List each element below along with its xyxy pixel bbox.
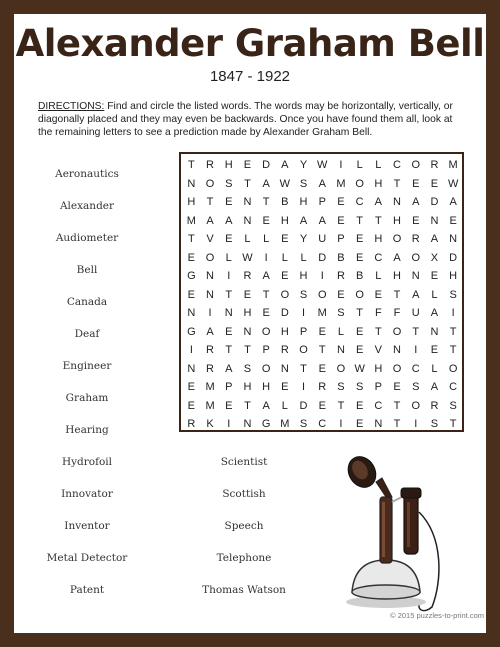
grid-letter: B: [355, 270, 364, 282]
grid-letter: I: [302, 381, 306, 393]
grid-letter: N: [280, 362, 289, 375]
grid-letter: G: [187, 270, 196, 282]
grid-letter: L: [300, 251, 307, 264]
grid-letter: E: [281, 381, 289, 393]
grid-letter: N: [224, 307, 233, 319]
grid-letter: H: [243, 381, 252, 393]
grid-letter: B: [337, 251, 345, 264]
grid-letter: O: [411, 399, 421, 412]
grid-letter: E: [281, 233, 289, 245]
grid-letter: T: [356, 214, 363, 227]
grid-letter: E: [318, 399, 326, 412]
grid-letter: T: [244, 399, 251, 412]
grid-letter: S: [449, 399, 457, 412]
grid-row: [181, 398, 462, 416]
grid-letter: S: [299, 288, 308, 301]
grid-letter: E: [225, 196, 233, 208]
grid-letter: I: [339, 418, 343, 430]
grid-letter: A: [299, 214, 308, 227]
grid-letter: E: [355, 418, 364, 430]
grid-letter: E: [337, 288, 345, 301]
grid-letter: A: [412, 288, 420, 301]
word-item: Speech: [224, 520, 264, 532]
grid-letter: I: [302, 307, 306, 319]
grid-letter: I: [339, 159, 343, 171]
grid-letter: R: [206, 159, 214, 171]
grid-letter: O: [392, 233, 402, 245]
grid-letter: T: [187, 159, 195, 171]
grid-letter: T: [244, 177, 251, 190]
grid-row: [181, 157, 462, 175]
grid-letter: T: [449, 344, 457, 356]
grid-letter: T: [187, 233, 195, 245]
word-item: Innovator: [61, 488, 113, 500]
grid-letter: L: [356, 159, 363, 171]
worksheet-page: [14, 14, 486, 633]
grid-letter: P: [318, 196, 326, 208]
grid-row: [181, 231, 462, 249]
grid-letter: W: [279, 177, 291, 190]
grid-letter: N: [411, 270, 420, 282]
grid-letter: T: [449, 418, 457, 430]
grid-letter: N: [243, 325, 252, 338]
copyright-notice: © 2015 puzzles-to-print.com: [390, 611, 484, 620]
word-item: Thomas Watson: [202, 584, 286, 596]
grid-letter: D: [280, 307, 289, 319]
grid-letter: I: [320, 270, 324, 282]
years-subtitle: 1847 - 1922: [209, 68, 291, 85]
grid-letter: L: [431, 288, 438, 301]
grid-letter: E: [225, 233, 233, 245]
grid-letter: E: [243, 159, 252, 171]
grid-letter: O: [411, 159, 421, 171]
grid-letter: A: [206, 325, 214, 338]
grid-letter: P: [299, 325, 308, 338]
word-item: Telephone: [216, 552, 272, 564]
grid-letter: C: [374, 399, 383, 412]
grid-letter: L: [281, 251, 288, 264]
grid-letter: N: [243, 418, 252, 430]
grid-letter: D: [299, 399, 308, 412]
directions-label: DIRECTIONS:: [38, 101, 105, 112]
grid-letter: I: [414, 418, 418, 430]
word-item: Inventor: [64, 520, 110, 532]
grid-letter: T: [262, 196, 270, 208]
grid-letter: W: [447, 177, 459, 190]
grid-letter: S: [449, 288, 457, 301]
grid-letter: R: [430, 159, 439, 171]
grid-letter: R: [206, 344, 214, 356]
grid-letter: A: [262, 270, 270, 282]
grid-letter: L: [281, 399, 288, 412]
grid-letter: H: [280, 325, 289, 338]
grid-letter: W: [242, 251, 253, 264]
grid-letter: O: [448, 362, 458, 375]
grid-letter: M: [205, 381, 215, 393]
grid-letter: E: [412, 177, 420, 190]
grid-letter: H: [299, 196, 308, 208]
grid-letter: H: [243, 307, 252, 319]
grid-letter: A: [318, 177, 326, 190]
word-item: Canada: [66, 296, 108, 308]
grid-letter: H: [374, 362, 383, 375]
grid-letter: D: [318, 251, 327, 264]
grid-letter: A: [374, 196, 383, 208]
grid-letter: T: [393, 399, 401, 412]
grid-letter: E: [187, 399, 196, 412]
grid-letter: I: [227, 418, 231, 430]
grid-letter: N: [374, 418, 383, 430]
grid-letter: E: [243, 288, 252, 301]
grid-letter: N: [430, 325, 439, 338]
grid-letter: I: [451, 307, 455, 319]
grid-letter: E: [318, 325, 326, 338]
word-item: Alexander: [59, 200, 115, 212]
grid-letter: O: [355, 288, 364, 301]
grid-letter: H: [280, 214, 289, 227]
grid-letter: O: [392, 325, 402, 338]
grid-letter: Y: [299, 233, 308, 245]
grid-letter: T: [393, 177, 401, 190]
grid-letter: X: [430, 251, 439, 264]
grid-letter: I: [414, 344, 418, 356]
grid-letter: Y: [299, 159, 308, 171]
grid-letter: L: [375, 270, 382, 282]
grid-letter: G: [187, 325, 196, 338]
grid-letter: E: [412, 214, 420, 227]
grid-letter: P: [374, 381, 383, 393]
directions-text: [38, 100, 466, 139]
grid-letter: R: [243, 270, 252, 282]
grid-letter: T: [374, 325, 382, 338]
grid-letter: N: [449, 233, 458, 245]
grid-letter: C: [393, 159, 401, 171]
word-item: Deaf: [74, 328, 100, 340]
grid-letter: T: [225, 344, 233, 356]
word-item: Aeronautics: [55, 168, 119, 180]
grid-letter: C: [411, 362, 420, 375]
grid-row: [181, 268, 462, 286]
grid-letter: G: [261, 418, 271, 430]
grid-letter: T: [318, 344, 326, 356]
grid-letter: S: [355, 381, 364, 393]
grid-letter: D: [449, 251, 458, 264]
grid-letter: L: [225, 251, 232, 264]
grid-letter: N: [336, 344, 345, 356]
grid-letter: S: [412, 381, 420, 393]
grid-letter: O: [280, 288, 290, 301]
grid-letter: E: [430, 344, 439, 356]
grid-letter: E: [430, 177, 439, 190]
grid-letter: O: [411, 251, 421, 264]
grid-letter: C: [374, 251, 383, 264]
grid-letter: H: [393, 270, 401, 282]
grid-letter: H: [449, 270, 458, 282]
grid-letter: E: [318, 362, 326, 375]
grid-letter: O: [205, 177, 215, 190]
grid-letter: C: [318, 418, 327, 430]
grid-letter: D: [262, 159, 271, 171]
grid-letter: N: [206, 288, 214, 301]
grid-letter: N: [430, 214, 439, 227]
grid-letter: S: [299, 177, 308, 190]
word-item: Scientist: [220, 456, 268, 468]
grid-letter: F: [393, 307, 401, 319]
grid-letter: S: [225, 177, 233, 190]
grid-letter: D: [430, 196, 439, 208]
grid-letter: O: [336, 362, 346, 375]
grid-letter: P: [262, 344, 270, 356]
grid-letter: N: [187, 177, 196, 190]
grid-row: [181, 379, 462, 397]
grid-letter: N: [187, 362, 196, 375]
grid-letter: E: [449, 214, 457, 227]
grid-letter: T: [356, 307, 363, 319]
grid-row: [181, 176, 462, 194]
grid-letter: A: [393, 251, 401, 264]
grid-letter: T: [206, 196, 214, 208]
grid-letter: S: [299, 418, 308, 430]
grid-letter: P: [225, 381, 233, 393]
grid-letter: I: [208, 307, 212, 319]
grid-letter: E: [187, 288, 196, 301]
grid-letter: T: [337, 399, 345, 412]
grid-letter: L: [263, 233, 270, 245]
grid-letter: A: [262, 177, 270, 190]
grid-letter: A: [225, 362, 233, 375]
grid-letter: E: [187, 381, 196, 393]
grid-letter: S: [430, 418, 439, 430]
word-item: Scottish: [222, 488, 266, 500]
grid-letter: E: [187, 251, 196, 264]
grid-letter: H: [374, 233, 383, 245]
grid-letter: A: [262, 399, 270, 412]
grid-letter: M: [280, 418, 290, 430]
grid-row: [181, 342, 462, 360]
grid-letter: L: [431, 362, 438, 375]
grid-letter: B: [281, 196, 289, 208]
grid-letter: N: [393, 196, 401, 208]
grid-letter: O: [261, 362, 271, 375]
grid-letter: E: [355, 251, 364, 264]
word-item: Audiometer: [55, 232, 119, 244]
grid-letter: A: [225, 214, 233, 227]
grid-letter: H: [299, 270, 308, 282]
grid-letter: N: [243, 214, 252, 227]
grid-letter: W: [354, 362, 365, 375]
grid-letter: A: [281, 159, 289, 171]
grid-letter: I: [189, 344, 193, 356]
grid-letter: T: [449, 325, 457, 338]
grid-letter: E: [355, 233, 364, 245]
grid-letter: A: [206, 214, 214, 227]
grid-row: [181, 305, 462, 323]
word-item: Hydrofoil: [61, 456, 113, 468]
grid-letter: T: [225, 288, 233, 301]
grid-letter: N: [206, 270, 214, 282]
grid-letter: R: [187, 418, 196, 430]
grid-letter: T: [244, 344, 251, 356]
grid-letter: A: [412, 196, 420, 208]
grid-letter: O: [205, 251, 215, 264]
grid-letter: O: [299, 344, 308, 356]
grid-letter: E: [393, 381, 401, 393]
grid-letter: T: [393, 418, 401, 430]
grid-letter: E: [225, 325, 233, 338]
grid-row: [181, 324, 462, 342]
grid-letter: H: [262, 381, 271, 393]
page-title: Alexander Graham Bell: [15, 22, 485, 65]
grid-letter: M: [336, 177, 346, 190]
grid-letter: R: [336, 270, 345, 282]
grid-letter: V: [206, 233, 214, 245]
grid-letter: C: [449, 381, 458, 393]
grid-letter: O: [261, 325, 271, 338]
grid-letter: T: [262, 288, 270, 301]
grid-letter: I: [227, 270, 231, 282]
grid-letter: N: [243, 196, 252, 208]
grid-letter: H: [224, 159, 233, 171]
grid-row: [181, 361, 462, 379]
grid-letter: R: [280, 344, 289, 356]
grid-letter: M: [205, 399, 215, 412]
grid-letter: L: [337, 325, 344, 338]
grid-letter: S: [337, 381, 345, 393]
word-item: Bell: [76, 264, 98, 276]
grid-letter: M: [317, 307, 327, 319]
grid-letter: E: [262, 214, 270, 227]
grid-letter: E: [430, 270, 439, 282]
grid-letter: E: [355, 399, 364, 412]
grid-letter: U: [318, 233, 327, 245]
grid-letter: R: [411, 233, 420, 245]
grid-letter: R: [430, 399, 439, 412]
grid-letter: T: [393, 288, 401, 301]
grid-letter: A: [318, 214, 326, 227]
grid-letter: E: [225, 399, 233, 412]
word-item: Hearing: [65, 424, 109, 436]
grid-letter: L: [244, 233, 251, 245]
grid-letter: U: [411, 307, 420, 319]
grid-letter: R: [318, 381, 327, 393]
grid-letter: M: [186, 214, 196, 227]
grid-letter: L: [375, 159, 382, 171]
grid-letter: A: [430, 233, 439, 245]
grid-letter: E: [337, 214, 345, 227]
grid-letter: O: [317, 288, 327, 301]
grid-letter: A: [430, 307, 439, 319]
word-search-grid: [179, 152, 464, 432]
grid-letter: A: [430, 381, 439, 393]
grid-letter: O: [355, 177, 364, 190]
grid-letter: K: [206, 418, 214, 430]
grid-letter: I: [264, 251, 268, 264]
grid-row: [181, 287, 462, 305]
grid-row: [181, 213, 462, 231]
grid-letter: H: [393, 214, 401, 227]
grid-letter: E: [374, 288, 383, 301]
grid-letter: W: [317, 159, 328, 171]
grid-row: [181, 416, 462, 434]
word-item: Metal Detector: [46, 552, 128, 564]
grid-row: [181, 194, 462, 212]
grid-row: [181, 250, 462, 268]
grid-letter: R: [206, 362, 214, 375]
grid-letter: E: [262, 307, 270, 319]
grid-letter: F: [374, 307, 382, 319]
grid-letter: E: [355, 344, 364, 356]
grid-letter: S: [337, 307, 345, 319]
grid-letter: E: [355, 325, 364, 338]
grid-letter: T: [412, 325, 420, 338]
grid-letter: A: [449, 196, 457, 208]
grid-letter: E: [337, 196, 345, 208]
grid-letter: N: [187, 307, 196, 319]
grid-letter: E: [281, 270, 289, 282]
grid-letter: T: [374, 214, 382, 227]
grid-letter: H: [374, 177, 383, 190]
grid-letter: V: [374, 344, 383, 356]
word-item: Engineer: [62, 360, 112, 372]
grid-letter: N: [393, 344, 401, 356]
grid-letter: P: [337, 233, 345, 245]
grid-letter: M: [448, 159, 458, 171]
directions-body: Find and circle the listed words. The words may be horizontally, vertically, or diagonally placed and they may even be backwards. Once you have found them all, look at the remaining letters to see a prediction made by Alexander Graham Bell.: [38, 101, 453, 138]
grid-letter: C: [355, 196, 364, 208]
grid-letter: O: [392, 362, 402, 375]
grid-letter: T: [300, 362, 307, 375]
word-item: Graham: [65, 392, 109, 404]
candlestick-telephone-icon: [324, 442, 464, 612]
grid-letter: S: [243, 362, 252, 375]
word-item: Patent: [69, 584, 105, 596]
grid-letter: H: [187, 196, 196, 208]
